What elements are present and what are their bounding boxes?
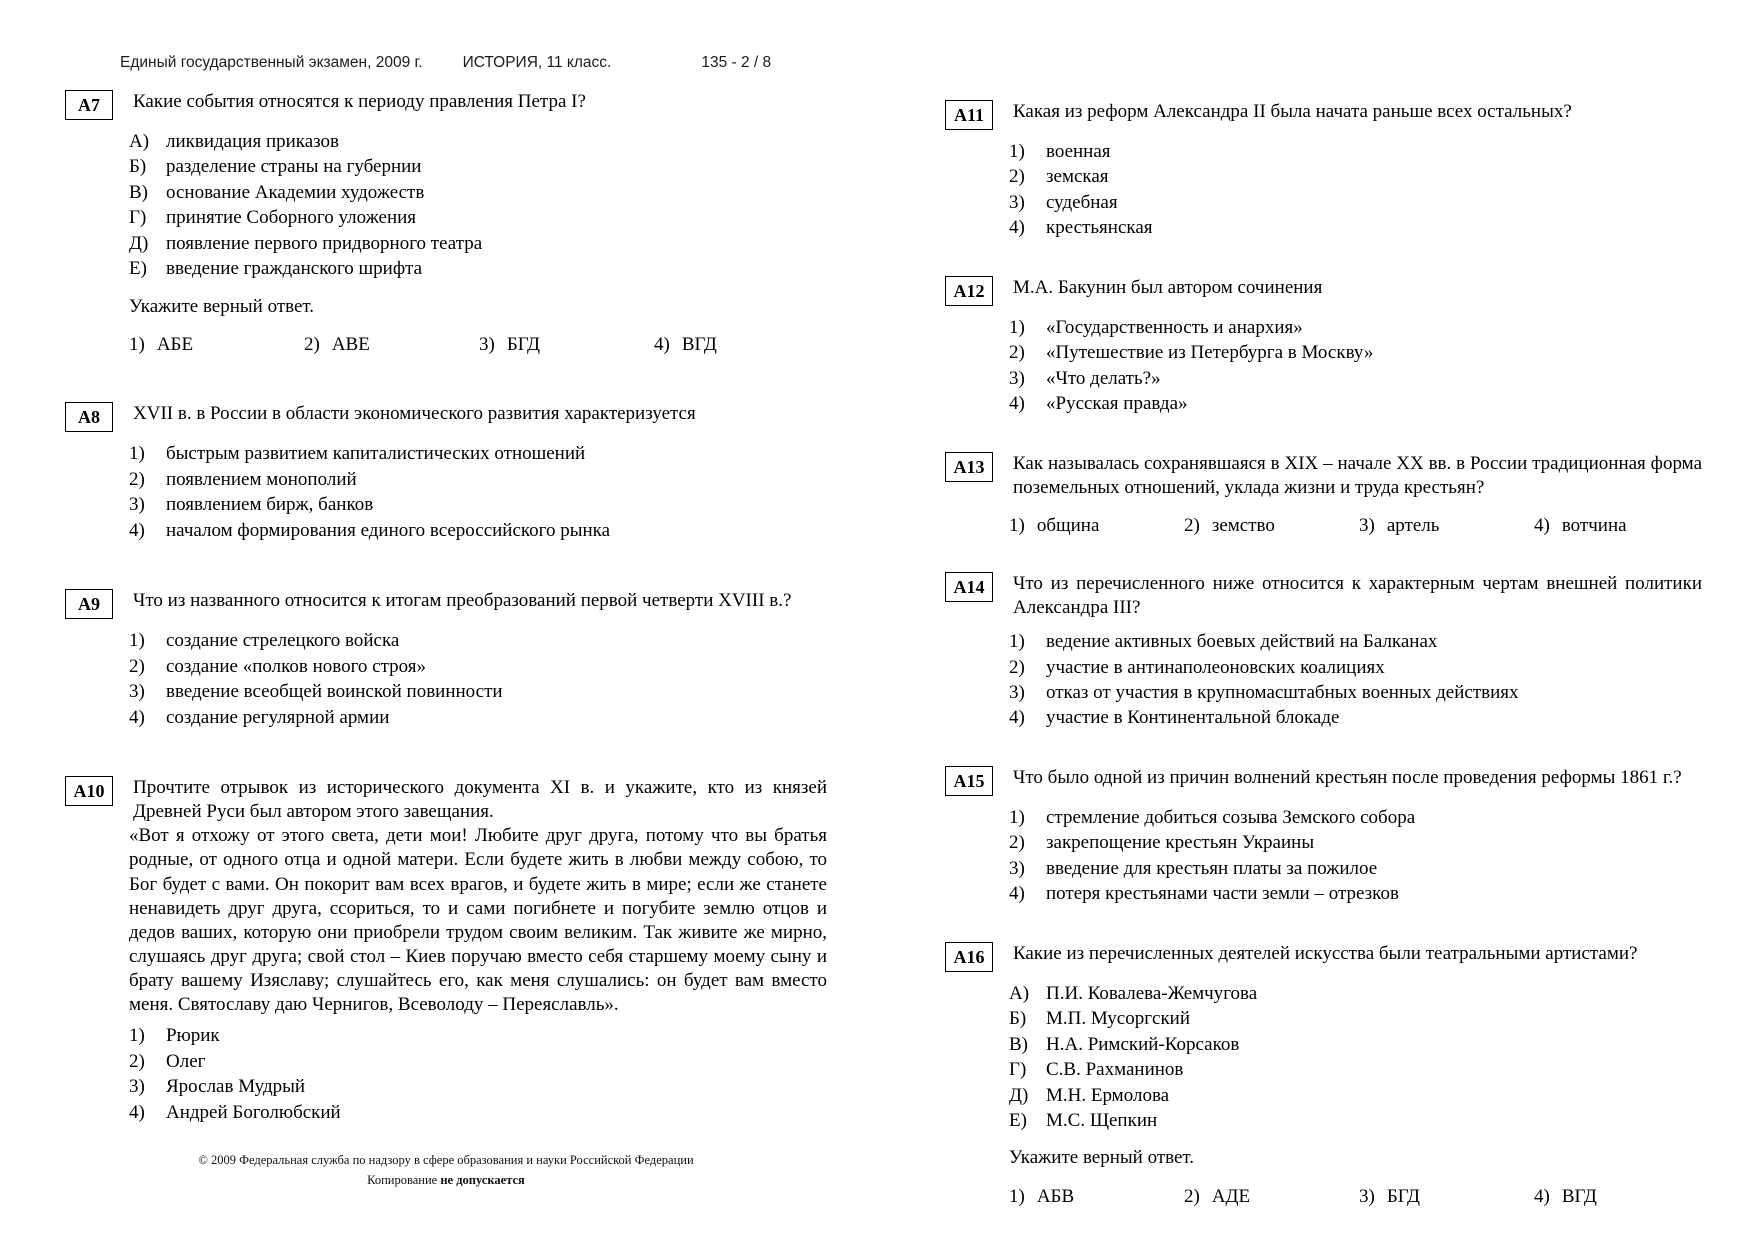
option-label: 3) — [1009, 682, 1025, 704]
option-row — [1009, 805, 1702, 830]
question-a16-head — [945, 942, 1702, 972]
option-label: 1) — [129, 443, 145, 465]
header-subject: ИСТОРИЯ, 11 класс. — [462, 54, 612, 71]
option-text: «Что делать?» — [1046, 367, 1161, 389]
option-label: Б) — [129, 156, 147, 178]
question-a10-source-quote: «Вот я отхожу от этого света, дети мои! Любите друг друга, потому что вы братья родные, от одного отца и одной матери. Если будете жить в любви между собою, то Бог будет с вами. Он покорит вам всех врагов, и будете жить в мире; если же станете ненавидеть друг друга, ссориться, то и сами погибнете и погубите землю отцов и дедов ваших, которую они приобрели трудом своим великим. Так живите же мирно, слушаясь друг друга; свой стол – Киев поручаю вместо себя старшему моему сыну и брату вашему Изяславу; слушайтесь его, как меня слушались: он будет вам вместо меня. Святославу даю Чернигов, Всеволоду – Переяславль». — [129, 825, 827, 1016]
option-label: 1) — [1009, 806, 1025, 828]
question-a12-number-box: А12 — [945, 276, 993, 306]
question-a7 — [65, 90, 827, 356]
option-label: 1) — [1009, 631, 1025, 653]
option-text: появлением монополий — [166, 468, 357, 490]
option-text: ликвидация приказов — [166, 131, 340, 152]
option-row — [1009, 366, 1702, 391]
answer-variant-text: ВГД — [1561, 1186, 1597, 1208]
option-label: 3) — [1009, 367, 1025, 389]
option-row — [1009, 190, 1702, 215]
option-row — [129, 679, 827, 704]
option-text: разделение страны на губернии — [166, 156, 422, 178]
option-text: «Государственность и анархия» — [1046, 316, 1303, 338]
question-a13-answer-variants — [1009, 515, 1702, 537]
option-text: П.И. Ковалева-Жемчугова — [1046, 982, 1258, 1004]
option-row — [1009, 856, 1702, 881]
question-a12-text: М.А. Бакунин был автором сочинения — [1013, 276, 1323, 298]
answer-variant-label: 3) — [479, 334, 495, 356]
answer-variant — [1534, 515, 1709, 537]
option-text: М.С. Щепкин — [1046, 1110, 1158, 1132]
option-text: «Русская правда» — [1046, 393, 1188, 415]
question-a11-options — [1009, 139, 1702, 241]
question-a8-text: XVII в. в России в области экономического развития характеризуется — [133, 403, 696, 425]
answer-variant-text: БГД — [506, 334, 541, 356]
question-a10-text: Прочтите отрывок из исторического документа XI в. и укажите, кто из князей Древней Руси был автором этого завещания. — [133, 777, 827, 823]
option-row — [1009, 164, 1702, 189]
answer-variant-text: вотчина — [1561, 514, 1627, 536]
question-a13-head — [945, 452, 1702, 500]
answer-variant-text: АБЕ — [156, 334, 194, 356]
option-row — [129, 1074, 827, 1099]
option-text: отказ от участия в крупномасштабных военных действиях — [1046, 682, 1519, 704]
option-label: 1) — [1009, 316, 1025, 338]
answer-variant-label: 4) — [654, 334, 670, 356]
question-a8-number-box: А8 — [65, 402, 113, 432]
option-label: 4) — [1009, 393, 1025, 415]
option-row — [1009, 881, 1702, 906]
option-row — [129, 129, 827, 154]
option-row — [1009, 655, 1702, 680]
option-label: В) — [129, 181, 148, 203]
option-text: появлением бирж, банков — [166, 494, 374, 516]
option-row — [129, 654, 827, 679]
question-a15-text: Что было одной из причин волнений крестьян после проведения реформы 1861 г.? — [1013, 766, 1682, 788]
option-row — [129, 1049, 827, 1074]
question-a16-text: Какие из перечисленных деятелей искусства были театральными артистами? — [1013, 942, 1638, 964]
option-row — [129, 256, 827, 281]
question-a11-number-box: А11 — [945, 100, 993, 130]
option-text: военная — [1046, 141, 1111, 162]
question-a13-number-box: А13 — [945, 452, 993, 482]
question-a9-number-box: А9 — [65, 589, 113, 619]
option-text: стремление добиться созыва Земского собора — [1046, 806, 1416, 828]
answer-variant-label: 1) — [1009, 514, 1025, 536]
option-text: быстрым развитием капиталистических отношений — [166, 443, 586, 465]
question-a10-options — [129, 1023, 827, 1125]
option-label: 3) — [129, 1076, 145, 1098]
option-row — [1009, 391, 1702, 416]
answer-variant-text: артель — [1386, 514, 1440, 536]
answer-variant-text: ВГД — [681, 334, 717, 356]
option-row — [129, 231, 827, 256]
left-column — [65, 50, 827, 1239]
option-text: основание Академии художеств — [166, 181, 425, 203]
question-a9-options — [129, 628, 827, 730]
question-a14-number-box: А14 — [945, 572, 993, 602]
question-a7-answer-variants — [129, 334, 827, 356]
option-row — [1009, 1032, 1702, 1057]
option-label: А) — [129, 131, 150, 152]
option-label: 2) — [129, 655, 145, 677]
option-label: 4) — [1009, 707, 1025, 729]
option-label: Д) — [1009, 1084, 1029, 1106]
option-text: Ярослав Мудрый — [166, 1076, 306, 1098]
question-a16-answer-variants — [1009, 1186, 1702, 1208]
option-row — [129, 705, 827, 730]
question-a15-number-box: А15 — [945, 766, 993, 796]
option-text: крестьянская — [1046, 217, 1153, 239]
question-a7-number-box: А7 — [65, 90, 113, 120]
option-row — [129, 1023, 827, 1048]
answer-variant — [1184, 1186, 1359, 1208]
option-row — [1009, 629, 1702, 654]
option-text: Андрей Боголюбский — [166, 1101, 341, 1123]
option-row — [129, 628, 827, 653]
option-label: В) — [1009, 1033, 1028, 1055]
right-column — [945, 50, 1702, 1239]
answer-variant-label: 2) — [304, 334, 320, 356]
option-row — [129, 518, 827, 543]
answer-variant — [1009, 515, 1184, 537]
option-row — [129, 441, 827, 466]
footer-copyright: © 2009 Федеральная служба по надзору в сфере образования и науки Российской Федерации — [198, 1153, 694, 1167]
answer-variant-text: АДЕ — [1211, 1186, 1251, 1208]
option-label: 4) — [129, 519, 145, 541]
option-row — [1009, 1083, 1702, 1108]
answer-variant — [479, 334, 654, 356]
answer-variant-text: БГД — [1386, 1186, 1421, 1208]
option-row — [129, 180, 827, 205]
answer-variant-label: 2) — [1184, 514, 1200, 536]
option-label: 4) — [129, 706, 145, 728]
option-label: Г) — [129, 207, 147, 229]
question-a11-head — [945, 100, 1702, 130]
header-exam-title: Единый государственный экзамен, 2009 г. — [120, 54, 423, 71]
option-label: Е) — [1009, 1110, 1027, 1132]
answer-variant — [1359, 1186, 1534, 1208]
option-text: судебная — [1046, 191, 1118, 213]
answer-variant — [304, 334, 479, 356]
answer-variant-label: 4) — [1534, 514, 1550, 536]
option-label: 1) — [1009, 141, 1025, 162]
option-label: А) — [1009, 982, 1030, 1004]
option-row — [1009, 1057, 1702, 1082]
option-row — [129, 1100, 827, 1125]
answer-variant-text: АБВ — [1036, 1186, 1075, 1208]
answer-variant — [1009, 1186, 1184, 1208]
option-text: закрепощение крестьян Украины — [1046, 832, 1315, 854]
option-text: Н.А. Римский-Корсаков — [1046, 1033, 1240, 1055]
option-row — [129, 154, 827, 179]
question-a15-head — [945, 766, 1702, 796]
option-label: 3) — [129, 681, 145, 703]
option-label: 4) — [1009, 883, 1025, 905]
question-a14 — [945, 572, 1702, 731]
option-label: Д) — [129, 232, 149, 254]
answer-variant — [1534, 1186, 1709, 1208]
option-label: 2) — [129, 468, 145, 490]
option-row — [1009, 215, 1702, 240]
option-label: 3) — [1009, 857, 1025, 879]
option-text: Рюрик — [166, 1025, 220, 1047]
page-header — [120, 54, 827, 72]
answer-variant-label: 1) — [1009, 1186, 1025, 1208]
answer-variant-label: 2) — [1184, 1186, 1200, 1208]
question-a14-head — [945, 572, 1702, 620]
option-text: началом формирования единого всероссийского рынка — [166, 519, 611, 541]
option-text: ведение активных боевых действий на Балканах — [1046, 631, 1438, 653]
option-text: создание «полков нового строя» — [166, 655, 427, 677]
question-a9-text: Что из названного относится к итогам преобразований первой четверти XVIII в.? — [133, 590, 792, 612]
option-text: введение гражданского шрифта — [166, 258, 423, 280]
option-row — [1009, 981, 1702, 1006]
option-text: введение всеобщей воинской повинности — [166, 681, 503, 703]
option-row — [129, 492, 827, 517]
answer-variant — [1359, 515, 1534, 537]
question-a16-number-box: А16 — [945, 942, 993, 972]
question-a16-options — [1009, 981, 1702, 1134]
option-label: 2) — [1009, 832, 1025, 854]
answer-variant — [654, 334, 829, 356]
option-text: «Путешествие из Петербурга в Москву» — [1046, 342, 1374, 364]
question-a7-head — [65, 90, 827, 120]
question-a8 — [65, 402, 827, 543]
question-a16 — [945, 942, 1702, 1208]
option-row — [1009, 830, 1702, 855]
option-row — [129, 467, 827, 492]
option-label: 1) — [129, 1025, 145, 1047]
question-a12-head — [945, 276, 1702, 306]
option-label: 1) — [129, 630, 145, 652]
option-text: участие в Континентальной блокаде — [1046, 707, 1340, 729]
option-text: Олег — [166, 1050, 206, 1072]
option-text: М.Н. Ермолова — [1046, 1084, 1170, 1106]
header-page-number: 135 - 2 / 8 — [701, 54, 772, 71]
answer-instruction: Укажите верный ответ. — [1009, 1147, 1195, 1169]
answer-variant-label: 3) — [1359, 1186, 1375, 1208]
option-label: 3) — [129, 494, 145, 516]
option-text: принятие Соборного уложения — [166, 207, 417, 229]
option-row — [1009, 680, 1702, 705]
question-a10 — [65, 776, 827, 1125]
question-a12 — [945, 276, 1702, 417]
question-a8-head — [65, 402, 827, 432]
question-a13-text: Как называлась сохранявшаяся в XIX – начале XX вв. в России традиционная форма поземельных отношений, уклада жизни и труда крестьян? — [1013, 452, 1702, 498]
answer-variant-text: община — [1036, 514, 1100, 536]
option-text: введение для крестьян платы за пожилое — [1046, 857, 1378, 879]
question-a14-options — [1009, 629, 1702, 731]
option-row — [1009, 705, 1702, 730]
option-label: 2) — [1009, 342, 1025, 364]
option-text: участие в антинаполеоновских коалициях — [1046, 656, 1385, 678]
question-a10-head — [65, 776, 827, 824]
option-label: Б) — [1009, 1008, 1027, 1030]
question-a15 — [945, 766, 1702, 907]
question-a9 — [65, 589, 827, 730]
option-row — [129, 205, 827, 230]
option-label: 3) — [1009, 191, 1025, 213]
question-a12-options — [1009, 315, 1702, 417]
option-row — [1009, 315, 1702, 340]
option-label: 4) — [1009, 217, 1025, 239]
option-label: 2) — [129, 1050, 145, 1072]
answer-instruction: Укажите верный ответ. — [129, 295, 315, 317]
question-a10-number-box: А10 — [65, 776, 113, 806]
answer-variant-text: АВЕ — [331, 334, 370, 356]
answer-variant-label: 3) — [1359, 514, 1375, 536]
question-a7-text: Какие события относятся к периоду правления Петра I? — [133, 91, 586, 112]
footer-copy-notice-bold: не допускается — [440, 1173, 525, 1187]
page-footer — [65, 1150, 827, 1190]
option-text: появление первого придворного театра — [166, 232, 483, 254]
option-row — [1009, 340, 1702, 365]
option-text: земская — [1046, 166, 1109, 188]
answer-variant-text: земство — [1211, 514, 1275, 536]
option-text: потеря крестьянами части земли – отрезков — [1046, 883, 1399, 905]
question-a8-options — [129, 441, 827, 543]
option-row — [1009, 1108, 1702, 1133]
question-a15-options — [1009, 805, 1702, 907]
footer-copy-notice: Копирование не допускается — [367, 1173, 525, 1187]
option-text: создание регулярной армии — [166, 706, 390, 728]
option-label: 2) — [1009, 166, 1025, 188]
question-a9-head — [65, 589, 827, 619]
option-label: Е) — [129, 258, 147, 280]
question-a14-text: Что из перечисленного ниже относится к характерным чертам внешней политики Александра III? — [1013, 572, 1702, 618]
answer-variant-label: 1) — [129, 334, 145, 356]
option-label: 4) — [129, 1101, 145, 1123]
option-label: 2) — [1009, 656, 1025, 678]
option-text: создание стрелецкого войска — [166, 630, 400, 652]
question-a13 — [945, 452, 1702, 537]
option-text: С.В. Рахманинов — [1046, 1059, 1184, 1081]
answer-variant — [129, 334, 304, 356]
question-a11 — [945, 100, 1702, 241]
question-a11-text: Какая из реформ Александра II была начата раньше всех остальных? — [1013, 101, 1572, 122]
option-row — [1009, 139, 1702, 164]
option-label: Г) — [1009, 1059, 1027, 1081]
answer-variant-label: 4) — [1534, 1186, 1550, 1208]
option-row — [1009, 1006, 1702, 1031]
answer-variant — [1184, 515, 1359, 537]
option-text: М.П. Мусоргский — [1046, 1008, 1191, 1030]
question-a7-options — [129, 129, 827, 282]
